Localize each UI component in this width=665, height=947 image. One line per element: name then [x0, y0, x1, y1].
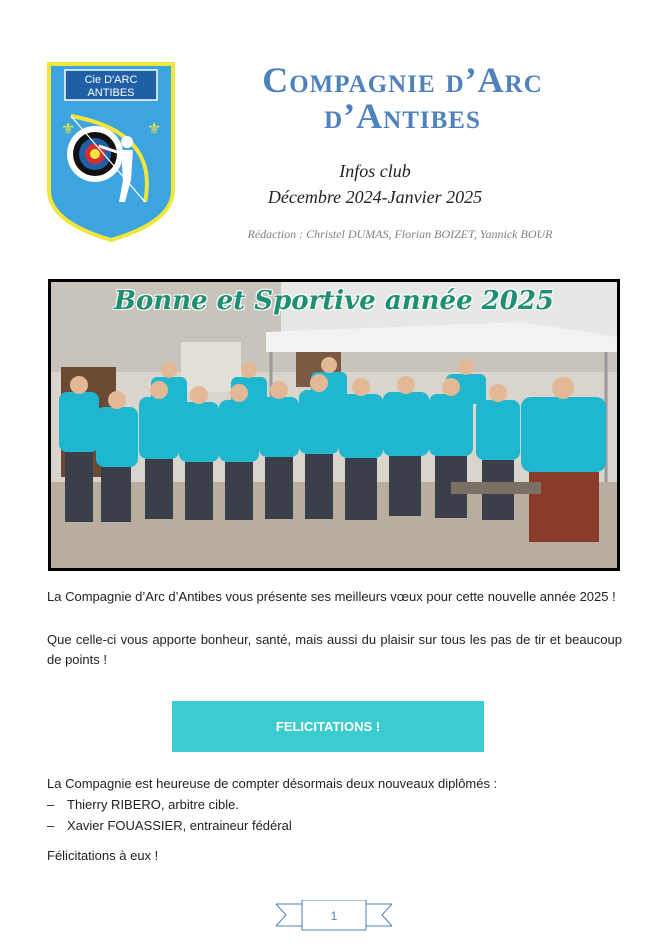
- list-item-text: Thierry RIBERO, arbitre cible.: [67, 797, 239, 812]
- wishes-paragraph: La Compagnie d’Arc d’Antibes vous présente ses meilleurs vœux pour cette nouvelle année 2025 !: [47, 589, 616, 604]
- subtitle-line2: Décembre 2024-Janvier 2025: [267, 187, 483, 207]
- congrats-line: Félicitations à eux !: [47, 848, 159, 863]
- svg-text:⚜: ⚜: [61, 119, 76, 138]
- club-title-line1: Compagnie d’Arc: [262, 60, 543, 100]
- list-dash: –: [47, 797, 55, 812]
- svg-text:⚜: ⚜: [147, 119, 162, 138]
- list-item-text: Xavier FOUASSIER, entraineur fédéral: [67, 818, 292, 833]
- page-number-ribbon: [276, 900, 392, 934]
- newsletter-subtitle: [190, 158, 560, 210]
- editorial-credits: Rédaction : Christel DUMAS, Florian BOIZET, Yannick BOUR: [247, 227, 553, 241]
- photo-caption: Bonne et Sportive année 2025: [113, 286, 555, 316]
- graduates-list: [47, 794, 292, 836]
- graduates-intro: La Compagnie est heureuse de compter désormais deux nouveaux diplômés :: [47, 776, 498, 791]
- wishes-paragraph-2: Que celle-ci vous apporte bonheur, santé, mais aussi du plaisir sur tous les pas de tir et beaucoup de points !: [47, 632, 622, 667]
- subtitle-line1: Infos club: [339, 161, 411, 181]
- list-item: [47, 815, 292, 836]
- group-photo: [48, 279, 620, 571]
- logo-line2: ANTIBES: [87, 87, 135, 99]
- logo-line1: Cie D'ARC: [84, 74, 138, 86]
- club-title: [190, 62, 615, 134]
- list-dash: –: [47, 818, 55, 833]
- felicitations-banner: FELICITATIONS !: [172, 701, 484, 752]
- page-number: 1: [330, 909, 338, 923]
- list-item: [47, 794, 292, 815]
- club-title-line2: d’Antibes: [324, 96, 481, 136]
- club-logo: [47, 62, 175, 242]
